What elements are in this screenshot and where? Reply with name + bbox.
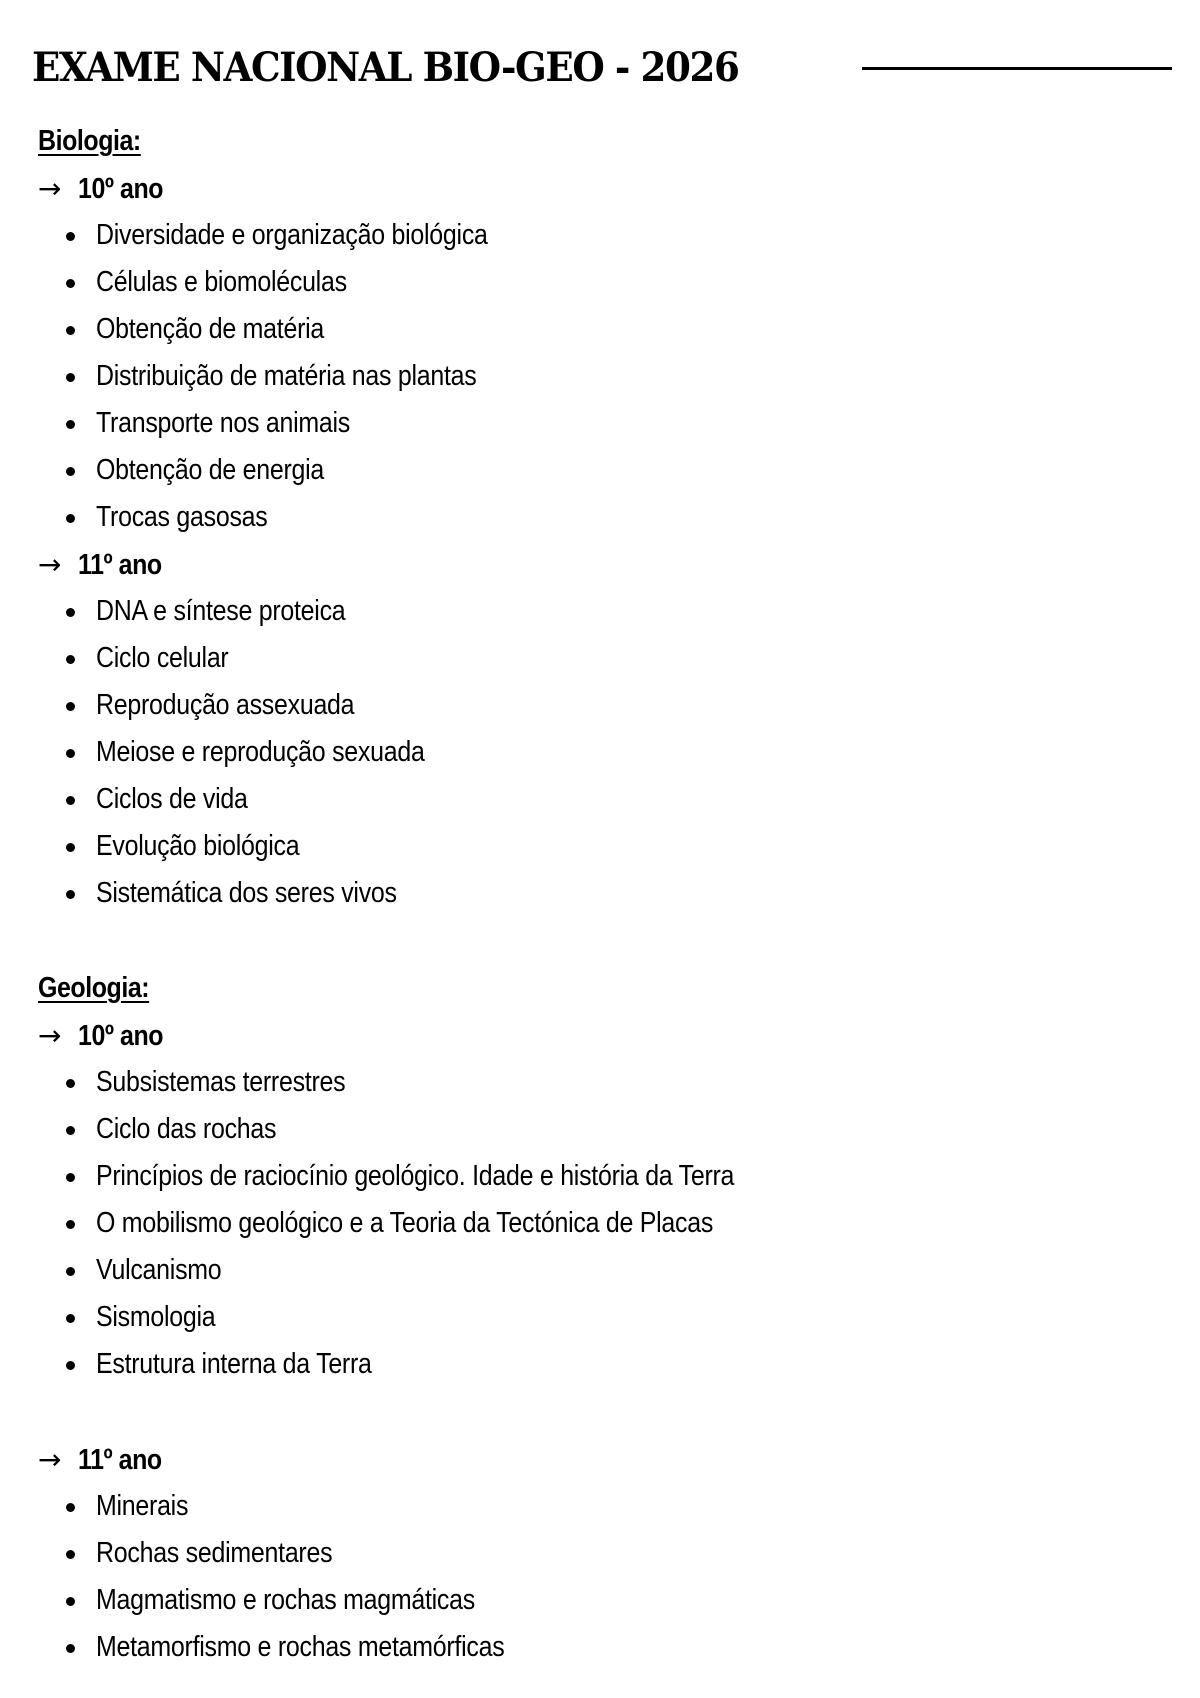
list-item (38, 494, 1158, 541)
year-label: 10º ano (78, 1020, 164, 1052)
list-item (38, 1294, 1158, 1341)
bullet-icon (66, 373, 75, 382)
bullet-icon (66, 514, 75, 523)
bullet-icon (66, 1220, 75, 1229)
list-item (38, 1200, 1158, 1247)
year-label: 11º ano (78, 1444, 162, 1476)
topic-text: O mobilismo geológico e a Teoria da Tectónica de Placas (96, 1207, 714, 1239)
topic-text: Ciclo celular (96, 642, 229, 674)
section-spacer (38, 917, 1158, 965)
title-row (32, 38, 1172, 98)
year-label: 11º ano (78, 549, 162, 581)
bullet-icon (66, 232, 75, 241)
topic-text: Diversidade e organização biológica (96, 219, 488, 251)
list-item (38, 447, 1158, 494)
bullet-icon (66, 796, 75, 805)
year-heading-biologia-11 (38, 541, 1158, 588)
bullet-icon (66, 1314, 75, 1323)
bullet-icon (66, 1361, 75, 1370)
topic-text: Ciclos de vida (96, 783, 248, 815)
list-item (38, 1624, 1158, 1671)
bullet-icon (66, 1126, 75, 1135)
bullet-icon (66, 655, 75, 664)
topic-text: Rochas sedimentares (96, 1537, 333, 1569)
topic-text: Sismologia (96, 1301, 216, 1333)
list-item (38, 729, 1158, 776)
bullet-icon (66, 843, 75, 852)
arrow-right-icon: → (38, 1019, 61, 1052)
year-heading-biologia-10 (38, 165, 1158, 212)
topic-text: Vulcanismo (96, 1254, 222, 1286)
bullet-icon (66, 420, 75, 429)
list-item (38, 870, 1158, 917)
topic-list-biologia-10 (38, 212, 1158, 541)
bullet-icon (66, 467, 75, 476)
year-heading-geologia-10 (38, 1012, 1158, 1059)
bullet-icon (66, 890, 75, 899)
arrow-right-icon: → (38, 172, 61, 205)
topic-list-geologia-11 (38, 1483, 1158, 1671)
arrow-right-icon: → (38, 1443, 61, 1476)
section-heading-geologia: Geologia: (38, 972, 150, 1004)
bullet-icon (66, 1597, 75, 1606)
list-item (38, 1530, 1158, 1577)
list-item (38, 588, 1158, 635)
topic-list-biologia-11 (38, 588, 1158, 917)
section-heading-biologia: Biologia: (38, 125, 141, 157)
topic-text: Minerais (96, 1490, 189, 1522)
bullet-icon (66, 1550, 75, 1559)
topic-text: Sistemática dos seres vivos (96, 877, 397, 909)
bullet-icon (66, 608, 75, 617)
bullet-icon (66, 326, 75, 335)
title-rule-divider (862, 67, 1172, 70)
topic-text: Metamorfismo e rochas metamórficas (96, 1631, 505, 1663)
topic-text: Trocas gasosas (96, 501, 268, 533)
topic-text: Obtenção de matéria (96, 313, 325, 345)
bullet-icon (66, 1267, 75, 1276)
topic-text: Princípios de raciocínio geológico. Idade e história da Terra (96, 1160, 735, 1192)
section-spacer (38, 1388, 1158, 1436)
list-item (38, 1577, 1158, 1624)
topic-text: Estrutura interna da Terra (96, 1348, 372, 1380)
topic-text: DNA e síntese proteica (96, 595, 346, 627)
list-item (38, 635, 1158, 682)
list-item (38, 1483, 1158, 1530)
bullet-icon (66, 749, 75, 758)
bullet-icon (66, 702, 75, 711)
year-label: 10º ano (78, 173, 164, 205)
list-item (38, 306, 1158, 353)
list-item (38, 776, 1158, 823)
arrow-right-icon: → (38, 548, 61, 581)
topic-text: Evolução biológica (96, 830, 300, 862)
topic-text: Reprodução assexuada (96, 689, 355, 721)
list-item (38, 1059, 1158, 1106)
topic-list-geologia-10 (38, 1059, 1158, 1388)
list-item (38, 353, 1158, 400)
bullet-icon (66, 1173, 75, 1182)
bullet-icon (66, 279, 75, 288)
list-item (38, 212, 1158, 259)
list-item (38, 259, 1158, 306)
syllabus-content (38, 118, 1158, 1671)
topic-text: Células e biomoléculas (96, 266, 347, 298)
topic-text: Transporte nos animais (96, 407, 351, 439)
list-item (38, 1106, 1158, 1153)
topic-text: Ciclo das rochas (96, 1113, 277, 1145)
bullet-icon (66, 1079, 75, 1088)
topic-text: Obtenção de energia (96, 454, 325, 486)
list-item (38, 1247, 1158, 1294)
list-item (38, 1153, 1158, 1200)
list-item (38, 1341, 1158, 1388)
list-item (38, 682, 1158, 729)
topic-text: Subsistemas terrestres (96, 1066, 346, 1098)
document-title: EXAME NACIONAL BIO-GEO - 2026 (32, 44, 739, 91)
bullet-icon (66, 1503, 75, 1512)
topic-text: Magmatismo e rochas magmáticas (96, 1584, 475, 1616)
topic-text: Distribuição de matéria nas plantas (96, 360, 477, 392)
year-heading-geologia-11 (38, 1436, 1158, 1483)
list-item (38, 400, 1158, 447)
list-item (38, 823, 1158, 870)
topic-text: Meiose e reprodução sexuada (96, 736, 425, 768)
bullet-icon (66, 1644, 75, 1653)
